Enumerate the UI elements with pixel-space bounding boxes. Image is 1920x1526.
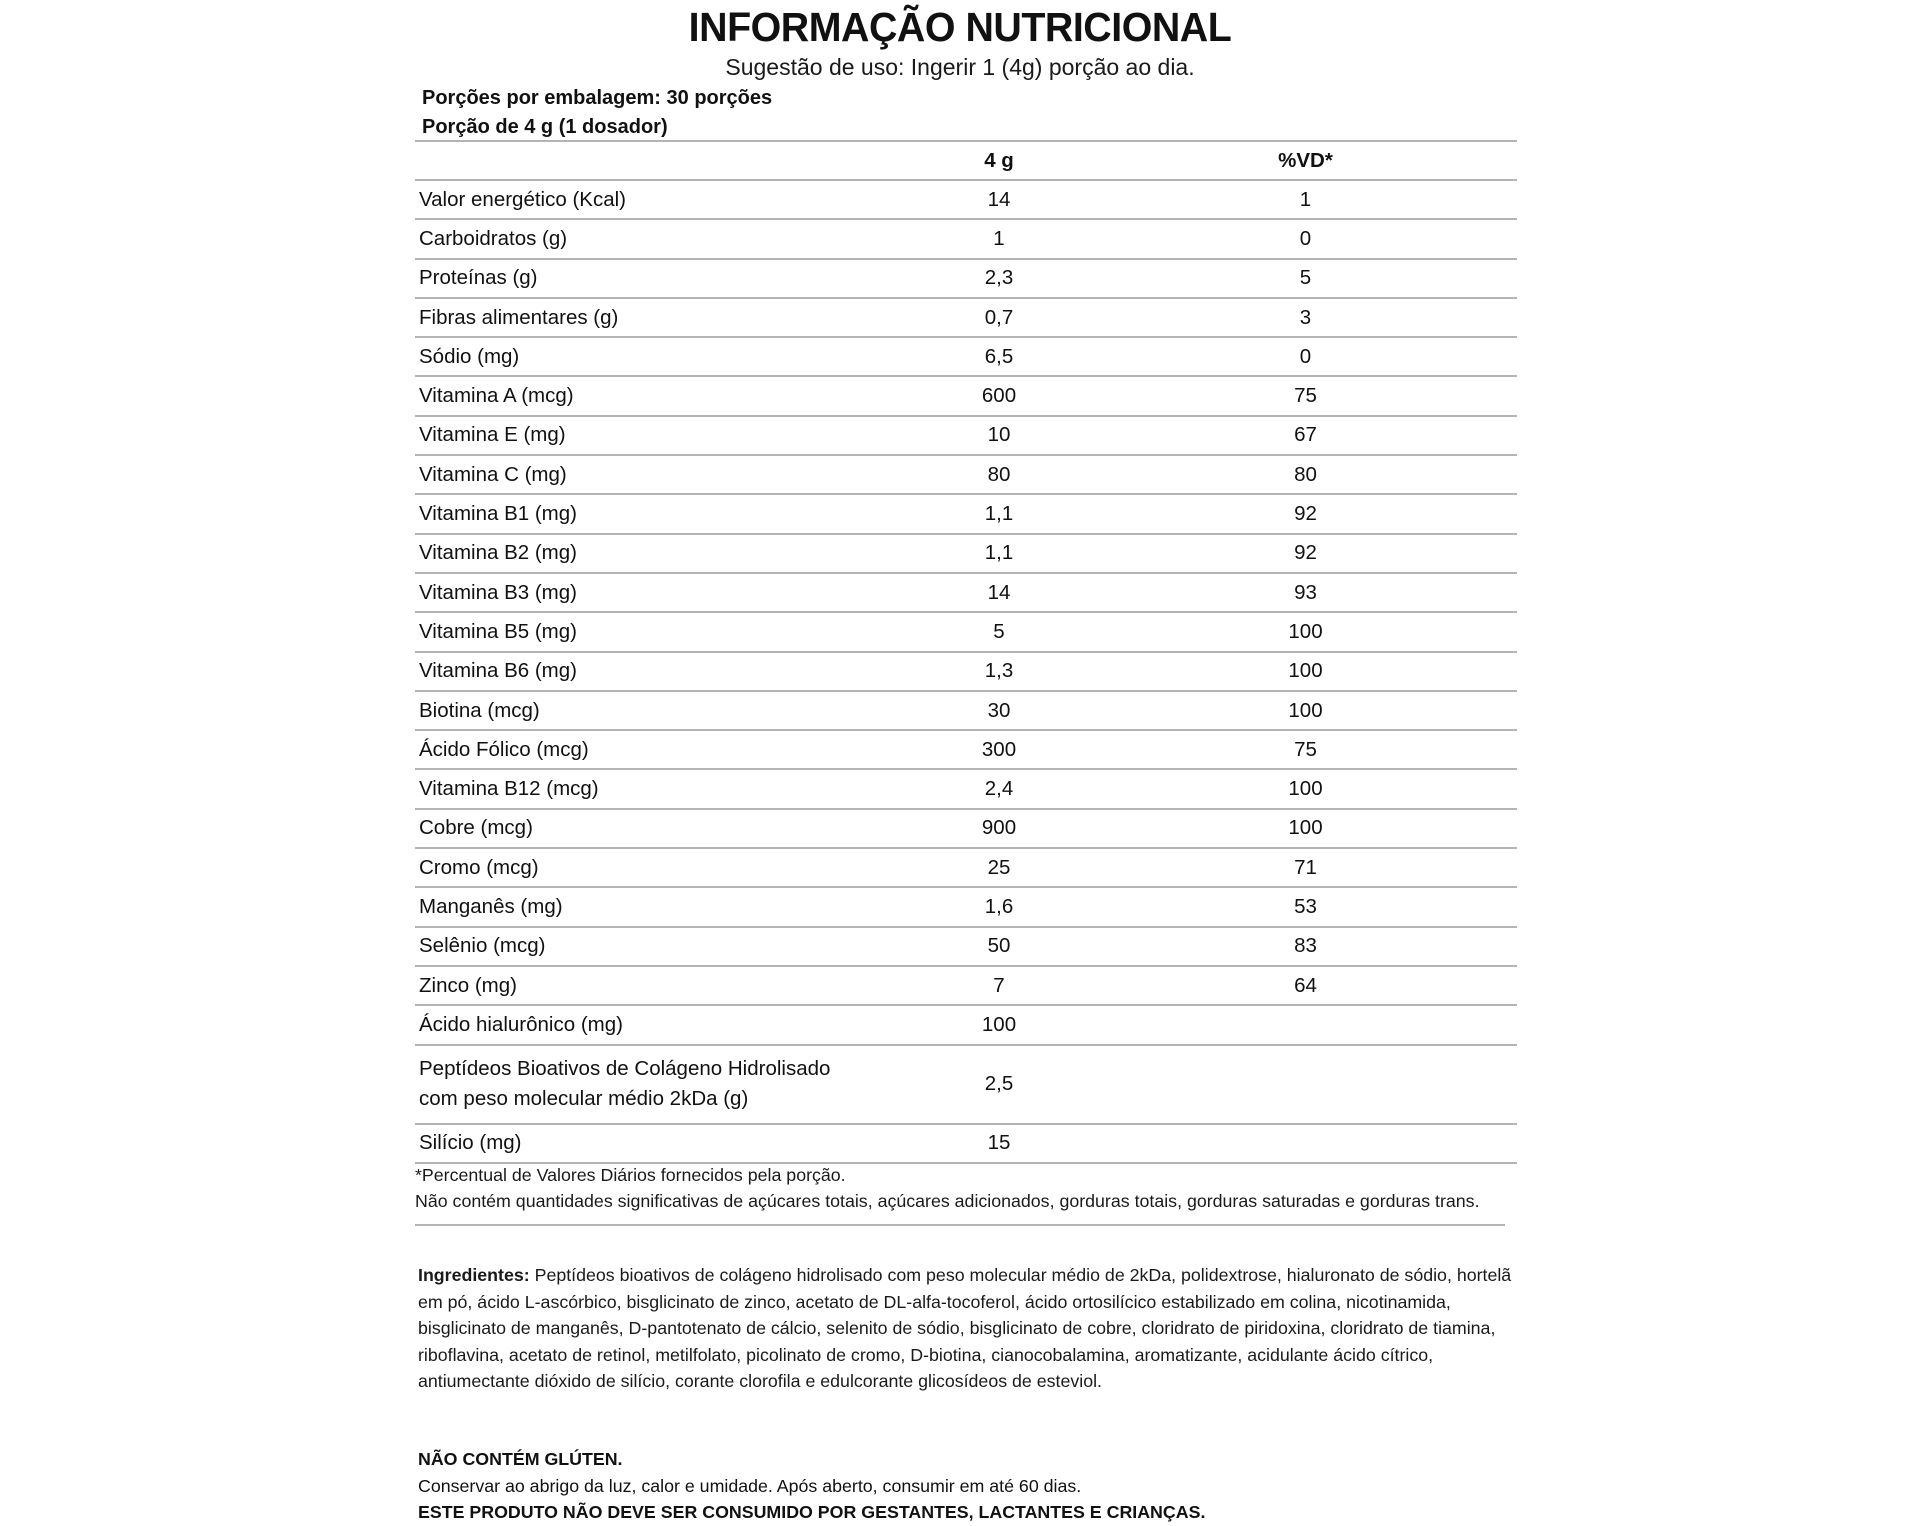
- nutrient-dv: 64: [1294, 973, 1317, 997]
- table-row: [415, 572, 1517, 611]
- table-row: [415, 1004, 1517, 1043]
- table-notes: [415, 1162, 1505, 1226]
- nutrient-amount: 15: [987, 1131, 1011, 1155]
- table-row: [415, 415, 1517, 454]
- table-row: [415, 808, 1517, 847]
- serving-info: [422, 84, 772, 142]
- nutrient-name: Zinco (mg): [419, 973, 517, 997]
- nutrient-amount: 1,1: [984, 502, 1014, 526]
- nutrient-dv: 93: [1294, 580, 1317, 604]
- nutrient-dv: 5: [1299, 266, 1312, 290]
- nutrient-amount: 50: [987, 934, 1011, 958]
- nutrient-amount: 5: [993, 619, 1005, 643]
- nutrient-dv: 0: [1299, 344, 1312, 368]
- nutrient-dv: 67: [1294, 423, 1317, 447]
- nutrient-name: Vitamina E (mg): [419, 423, 566, 447]
- ingredients-section: [418, 1262, 1528, 1395]
- nutrient-amount: 80: [987, 462, 1011, 486]
- nutrient-amount: 30: [987, 698, 1011, 722]
- nutrient-name: Ácido Fólico (mcg): [419, 737, 589, 761]
- nutrient-dv: 75: [1294, 384, 1317, 408]
- nutrient-amount: 600: [981, 384, 1017, 408]
- table-row: [415, 493, 1517, 532]
- column-header-amount: 4 g: [984, 148, 1014, 172]
- nutrient-name: Sódio (mg): [419, 344, 520, 368]
- nutrient-dv: 53: [1294, 894, 1317, 918]
- nutrient-name: Vitamina A (mcg): [419, 384, 574, 408]
- ingredients-label: Ingredientes:: [418, 1265, 530, 1285]
- nutrient-amount: 25: [987, 855, 1011, 879]
- nutrient-name: Vitamina B12 (mcg): [419, 777, 599, 801]
- nutrient-amount: 2,3: [984, 266, 1014, 290]
- nutrient-amount: 0,7: [984, 305, 1014, 329]
- serving-size: Porção de 4 g (1 dosador): [422, 116, 668, 138]
- nutrient-amount: 7: [993, 973, 1005, 997]
- table-row: [415, 297, 1517, 336]
- table-header-row: [415, 140, 1517, 179]
- nutrient-name: Valor energético (Kcal): [419, 187, 626, 211]
- nutrient-name: Vitamina B6 (mg): [419, 659, 577, 683]
- nutrient-dv: 71: [1294, 855, 1317, 879]
- column-header-dv: %VD*: [1278, 148, 1333, 172]
- table-row: [415, 886, 1517, 925]
- nutrient-dv: 75: [1294, 737, 1317, 761]
- nutrient-dv: 92: [1294, 502, 1317, 526]
- nutrient-dv: 100: [1288, 777, 1323, 801]
- table-row: [415, 1123, 1517, 1164]
- dv-footnote: *Percentual de Valores Diários fornecidos pela porção.: [415, 1165, 846, 1185]
- nutrient-amount: 100: [981, 1012, 1017, 1036]
- table-row: [415, 218, 1517, 257]
- table-row: [415, 768, 1517, 807]
- nutrient-dv: 3: [1299, 305, 1312, 329]
- nutrient-dv: 83: [1294, 934, 1317, 958]
- servings-per-package: Porções por embalagem: 30 porções: [422, 87, 773, 109]
- nutrient-amount: 14: [987, 187, 1011, 211]
- warning-statement: ESTE PRODUTO NÃO DEVE SER CONSUMIDO POR GESTANTES, LACTANTES E CRIANÇAS.: [418, 1502, 1206, 1522]
- page-title: INFORMAÇÃO NUTRICIONAL: [688, 4, 1232, 50]
- nutrient-amount: 14: [987, 580, 1011, 604]
- nutrient-amount: 2,4: [984, 777, 1014, 801]
- nutrient-dv: 80: [1294, 462, 1317, 486]
- table-row: [415, 179, 1517, 218]
- usage-suggestion: Sugestão de uso: Ingerir 1 (4g) porção ao dia.: [725, 54, 1195, 80]
- nutrient-amount: 1,6: [984, 894, 1014, 918]
- nutrient-name: Manganês (mg): [419, 894, 563, 918]
- table-row: [415, 651, 1517, 690]
- table-row: [415, 454, 1517, 493]
- nutrient-dv: 92: [1294, 541, 1317, 565]
- nutrient-name: Peptídeos Bioativos de Colágeno Hidrolisado com peso molecular médio 2kDa (g): [419, 1057, 831, 1111]
- table-row: [415, 847, 1517, 886]
- nutrient-name: Cromo (mcg): [419, 855, 539, 879]
- ingredients-text: Peptídeos bioativos de colágeno hidrolisado com peso molecular médio de 2kDa, polidextrose, hialuronato de sódio, hortelã em pó, ácido L-ascórbico, bisglicinato de zinco, acetato de DL-alfa-tocoferol, ácido ortosilícico estabilizado em colina, nicotinamida, bisglicinato de manganês, D-pantotenato de cálcio, selenito de sódio, bisglicinato de cobre, cloridrato de piridoxina, cloridrato de tiamina, riboflavina, acetato de retinol, metilfolato, picolinato de cromo, D-biotina, cianocobalamina, aromatizante, acidulante ácido cítrico, antiumectante dióxido de silício, corante clorofila e edulcorante glicosídeos de esteviol.: [418, 1265, 1512, 1391]
- nutrient-dv: 100: [1288, 816, 1323, 840]
- table-row: [415, 926, 1517, 965]
- nutrient-dv: 1: [1299, 187, 1312, 211]
- nutrient-name: Selênio (mcg): [419, 934, 546, 958]
- not-significant-note: Não contém quantidades significativas de açúcares totais, açúcares adicionados, gorduras totais, gorduras saturadas e gorduras trans.: [415, 1191, 1480, 1211]
- nutrient-name: Silício (mg): [419, 1131, 522, 1155]
- nutrient-name: Vitamina B2 (mg): [419, 541, 577, 565]
- storage-instructions: Conservar ao abrigo da luz, calor e umidade. Após aberto, consumir em até 60 dias.: [418, 1475, 1082, 1496]
- nutrient-amount: 1,3: [984, 659, 1014, 683]
- nutrient-dv: 100: [1288, 619, 1323, 643]
- nutrient-amount: 900: [981, 816, 1017, 840]
- footer-section: [418, 1446, 1528, 1526]
- nutrient-name: Biotina (mcg): [419, 698, 540, 722]
- nutrient-name: Vitamina B3 (mg): [419, 580, 577, 604]
- table-row: [415, 336, 1517, 375]
- nutrient-amount: 10: [987, 423, 1011, 447]
- table-row: [415, 729, 1517, 768]
- table-row: [415, 258, 1517, 297]
- nutrient-amount: 2,5: [984, 1072, 1014, 1096]
- nutrient-amount: 1,1: [984, 541, 1014, 565]
- nutrient-name: Ácido hialurônico (mg): [419, 1012, 623, 1036]
- nutrient-dv: 0: [1299, 226, 1312, 250]
- nutrient-dv: 100: [1288, 659, 1323, 683]
- nutrient-dv: 100: [1288, 698, 1323, 722]
- nutrient-name: Proteínas (g): [419, 266, 538, 290]
- table-row: [415, 690, 1517, 729]
- gluten-statement: NÃO CONTÉM GLÚTEN.: [418, 1449, 623, 1469]
- table-row: [415, 965, 1517, 1004]
- nutrient-amount: 6,5: [984, 344, 1014, 368]
- table-row: [415, 1044, 1517, 1123]
- nutrition-table: [415, 140, 1517, 1164]
- table-row: [415, 611, 1517, 650]
- nutrient-amount: 300: [981, 737, 1017, 761]
- nutrient-name: Cobre (mcg): [419, 816, 533, 840]
- nutrient-name: Vitamina C (mg): [419, 462, 567, 486]
- table-row: [415, 375, 1517, 414]
- nutrient-name: Vitamina B1 (mg): [419, 502, 577, 526]
- nutrient-amount: 1: [993, 226, 1005, 250]
- nutrient-name: Carboidratos (g): [419, 226, 568, 250]
- nutrient-name: Fibras alimentares (g): [419, 305, 619, 329]
- table-row: [415, 533, 1517, 572]
- nutrient-name: Vitamina B5 (mg): [419, 619, 577, 643]
